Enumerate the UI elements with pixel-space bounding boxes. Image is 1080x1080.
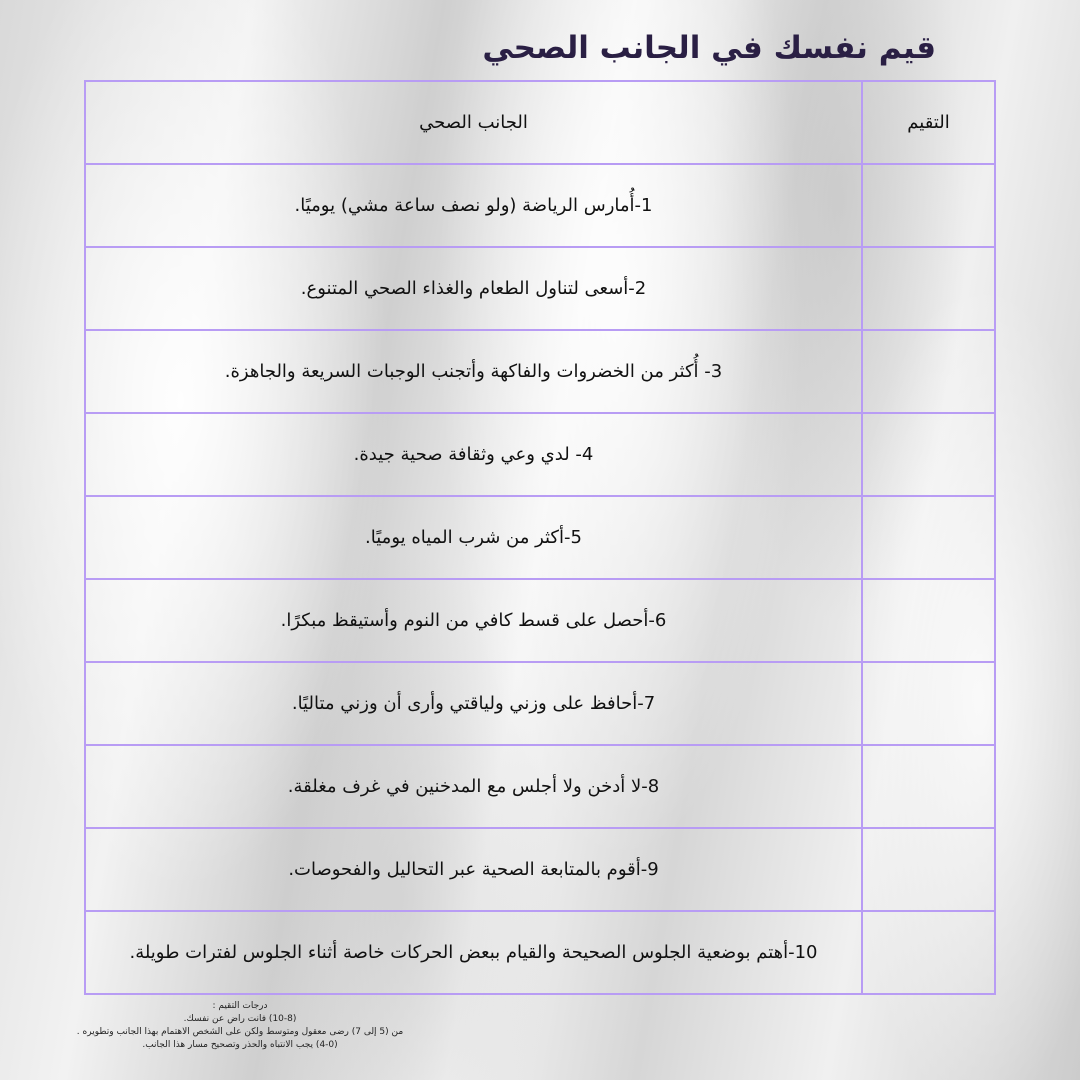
table-row — [85, 745, 995, 828]
rating-legend — [0, 1000, 480, 1052]
row-aspect: 2-أسعى لتناول الطعام والغذاء الصحي المتنوع. — [85, 247, 862, 330]
row-rating-cell[interactable] — [862, 330, 995, 413]
self-assessment-table — [84, 80, 996, 995]
table-row — [85, 330, 995, 413]
row-rating-cell[interactable] — [862, 496, 995, 579]
row-rating-cell[interactable] — [862, 911, 995, 994]
row-aspect: 9-أقوم بالمتابعة الصحية عبر التحاليل والفحوصات. — [85, 828, 862, 911]
row-aspect: 7-أحافظ على وزني ولياقتي وأرى أن وزني متاليًا. — [85, 662, 862, 745]
legend-line: من (5 إلى 7) رضى معقول ومتوسط ولكن على الشخص الاهتمام بهذا الجانب وتطويره . — [76, 1027, 404, 1037]
row-aspect: 1-أُمارس الرياضة (ولو نصف ساعة مشي) يوميًا. — [85, 164, 862, 247]
table-row — [85, 911, 995, 994]
row-aspect: 4- لدي وعي وثقافة صحية جيدة. — [85, 413, 862, 496]
row-aspect: 5-أكثر من شرب المياه يوميًا. — [85, 496, 862, 579]
row-aspect: 3- أُكثر من الخضروات والفاكهة وأتجنب الوجبات السريعة والجاهزة. — [85, 330, 862, 413]
row-rating-cell[interactable] — [862, 745, 995, 828]
row-rating-cell[interactable] — [862, 579, 995, 662]
row-aspect: 8-لا أدخن ولا أجلس مع المدخنين في غرف مغلقة. — [85, 745, 862, 828]
legend-line: (4-0) يجب الانتباه والحذر وتصحيح مسار هذا الجانب. — [142, 1040, 338, 1050]
legend-line: (10-8) فانت راض عن نفسك. — [183, 1014, 297, 1024]
table-row — [85, 164, 995, 247]
table-row — [85, 828, 995, 911]
row-rating-cell[interactable] — [862, 164, 995, 247]
table-row — [85, 496, 995, 579]
page-title: قيم نفسك في الجانب الصحي — [482, 30, 936, 66]
legend-title: درجات التقيم : — [212, 1001, 268, 1011]
header-rating: التقيم — [862, 81, 995, 164]
row-aspect: 6-أحصل على قسط كافي من النوم وأستيقظ مبكرًا. — [85, 579, 862, 662]
table-header-row — [85, 81, 995, 164]
table-row — [85, 413, 995, 496]
row-aspect: 10-أهتم بوضعية الجلوس الصحيحة والقيام ببعض الحركات خاصة أثناء الجلوس لفترات طويلة. — [85, 911, 862, 994]
row-rating-cell[interactable] — [862, 828, 995, 911]
row-rating-cell[interactable] — [862, 662, 995, 745]
table-row — [85, 662, 995, 745]
header-aspect: الجانب الصحي — [85, 81, 862, 164]
table-row — [85, 579, 995, 662]
row-rating-cell[interactable] — [862, 247, 995, 330]
row-rating-cell[interactable] — [862, 413, 995, 496]
table-row — [85, 247, 995, 330]
